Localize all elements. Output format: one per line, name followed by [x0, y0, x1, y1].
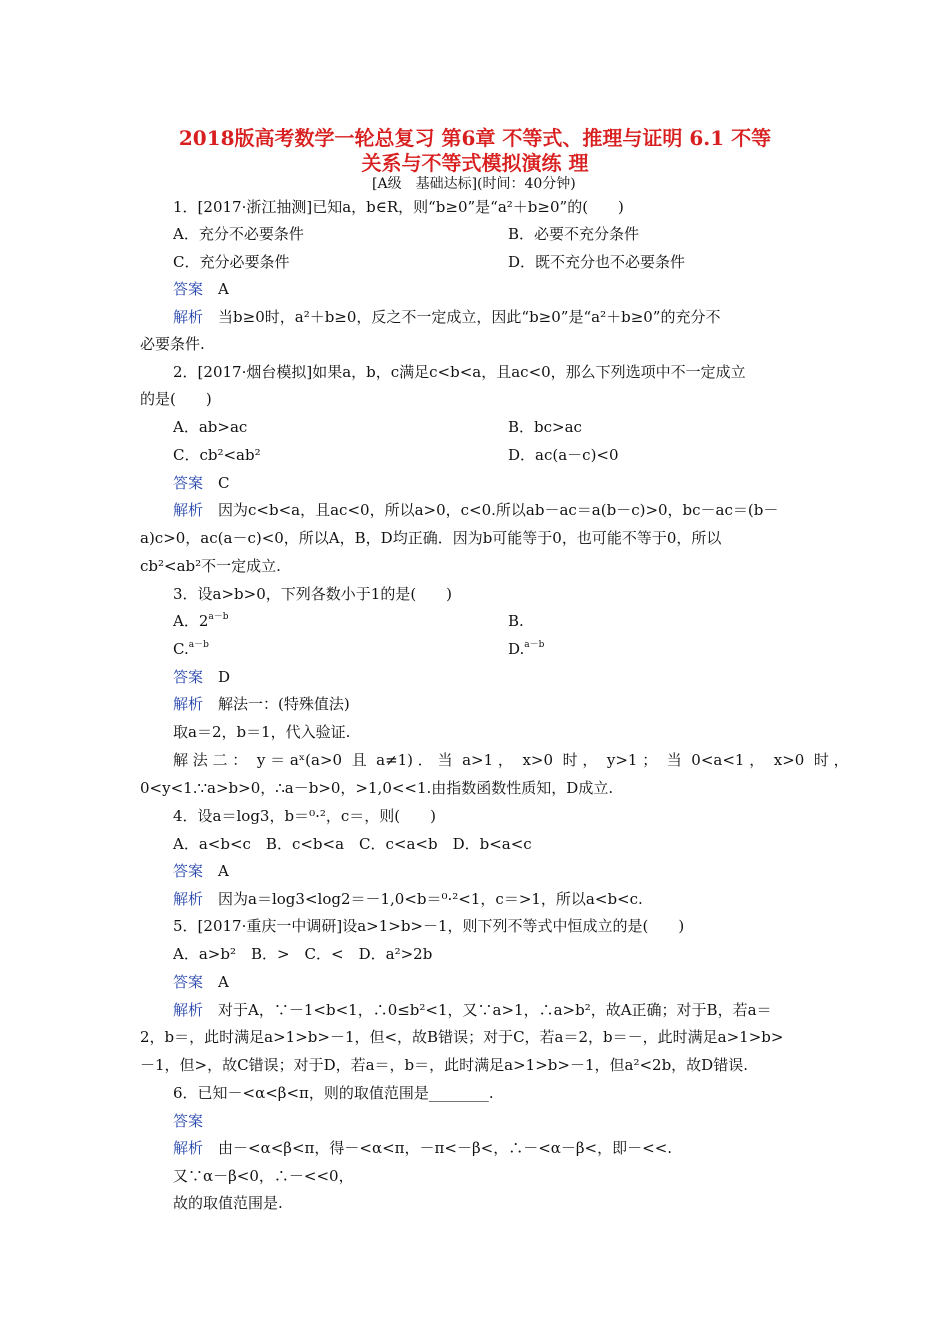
analysis-label: 解析: [173, 1139, 204, 1157]
q2-stem: 2．[2017·烟台模拟]如果a，b，c满足c<b<a，且ac<0，那么下列选项中不一定成立: [173, 363, 746, 381]
answer-label: 答案: [173, 668, 204, 686]
q1-option-a: A．充分不必要条件: [173, 225, 304, 243]
q3-option-a: [173, 611, 229, 634]
q5-analysis: [173, 1000, 772, 1020]
answer-label: 答案: [173, 973, 204, 991]
q4-options: A．a<b<c B．c<b<a C．c<a<b D．b<a<c: [173, 835, 532, 853]
q4-stem: 4．设a＝log3，b＝⁰·²，c＝，则( ): [173, 807, 436, 825]
q2-option-b: B．bc>ac: [508, 418, 582, 436]
q1-analysis: [173, 307, 720, 327]
q3-analysis-cont-3: 0<y<1.∵a>b>0，∴a－b>0，>1,0<<1.由指数函数性质知，D成立.: [140, 779, 614, 797]
q2-answer: [173, 473, 230, 493]
q2-analysis-cont-1: a)c>0，ac(a－c)<0，所以A，B，D均正确．因为b可能等于0，也可能不等于0，所以: [140, 529, 722, 547]
q6-stem: 6．已知－<α<β<π，则的取值范围是________.: [173, 1084, 494, 1102]
q3-analysis: [173, 694, 350, 714]
answer-label: 答案: [173, 474, 204, 492]
q3-option-c: [173, 639, 209, 662]
title-line-1: 2018版高考数学一轮总复习 第6章 不等式、推理与证明 6.1 不等: [178, 126, 772, 150]
q3-option-d-label: D.: [508, 640, 525, 658]
q3-option-c-exponent: a－b: [188, 640, 209, 650]
q5-answer-value: A: [218, 973, 229, 991]
q2-analysis: [173, 500, 778, 520]
q2-option-a: A．ab>ac: [173, 418, 248, 436]
q5-stem: 5．[2017·重庆一中调研]设a>1>b>－1，则下列不等式中恒成立的是( ): [173, 917, 685, 935]
q1-option-c: C．充分必要条件: [173, 253, 290, 271]
q2-answer-value: C: [218, 474, 230, 492]
analysis-label: 解析: [173, 695, 204, 713]
q4-answer-value: A: [218, 862, 229, 880]
q1-answer: [173, 279, 229, 299]
q5-answer: [173, 972, 229, 992]
q2-option-c: C．cb²<ab²: [173, 446, 261, 464]
q3-analysis-cont-1: 取a＝2，b＝1，代入验证.: [173, 723, 351, 741]
q5-analysis-text: 对于A，∵－1<b<1，∴0≤b²<1，又∵a>1，∴a>b²，故A正确；对于B，若a＝: [218, 1001, 772, 1019]
q1-option-d: D．既不充分也不必要条件: [508, 253, 686, 271]
q6-answer: [173, 1111, 203, 1131]
q3-option-a-exponent: a－b: [208, 612, 229, 622]
answer-label: 答案: [173, 280, 204, 298]
q3-option-b: B.: [508, 612, 524, 630]
analysis-label: 解析: [173, 501, 204, 519]
q1-answer-value: A: [218, 280, 229, 298]
q5-analysis-cont-1: 2，b＝，此时满足a>1>b>－1，但<，故B错误；对于C，若a＝2，b＝－，此时满足a>1>b>: [140, 1028, 784, 1046]
q5-analysis-cont-2: －1，但>，故C错误；对于D，若a＝，b＝，此时满足a>1>b>－1，但a²<2b，故D错误.: [140, 1056, 748, 1074]
q4-analysis: [173, 889, 643, 909]
analysis-label: 解析: [173, 890, 204, 908]
q3-option-a-base: A．2: [173, 612, 209, 630]
section-header: [A级 基础达标](时间：40分钟): [372, 176, 576, 192]
analysis-label: 解析: [173, 1001, 204, 1019]
q6-analysis-text: 由－<α<β<π，得－<α<π，－π<－β<，∴－<α－β<，即－<<.: [218, 1139, 673, 1157]
q4-analysis-text: 因为a＝log3<log2＝－1,0<b＝⁰·²<1，c＝>1，所以a<b<c.: [218, 890, 643, 908]
q5-options: A．a>b² B．> C．< D．a²>2b: [173, 945, 433, 963]
q3-analysis-cont-2: 解 法 二 ： y ＝ aˣ(a>0 且 a≠1) ． 当 a>1 ， x>0 时 ， y>1 ； 当 0<a<1 ， x>0 时 ，: [173, 751, 849, 769]
answer-label: 答案: [173, 862, 204, 880]
q1-analysis-text: 当b≥0时，a²＋b≥0，反之不一定成立，因此“b≥0”是“a²＋b≥0”的充分不: [218, 308, 721, 326]
q2-option-d: D．ac(a－c)<0: [508, 446, 619, 464]
title-line-2: 关系与不等式模拟演练 理: [361, 151, 589, 175]
q1-option-b: B．必要不充分条件: [508, 225, 640, 243]
q3-answer-value: D: [218, 668, 231, 686]
q2-stem-cont: 的是( ): [140, 390, 212, 408]
q6-analysis-cont-2: 故的取值范围是.: [173, 1194, 283, 1212]
q3-option-d: [508, 639, 544, 662]
q6-analysis: [173, 1138, 672, 1158]
answer-label: 答案: [173, 1112, 204, 1130]
q3-stem: 3．设a>b>0，下列各数小于1的是( ): [173, 585, 453, 603]
q1-stem: 1．[2017·浙江抽测]已知a，b∈R，则“b≥0”是“a²＋b≥0”的( ): [173, 198, 624, 216]
q3-answer: [173, 667, 230, 687]
q2-analysis-text: 因为c<b<a，且ac<0，所以a>0，c<0.所以ab－ac＝a(b－c)>0，bc－ac＝(b－: [218, 501, 779, 519]
analysis-label: 解析: [173, 308, 204, 326]
q2-analysis-cont-2: cb²<ab²不一定成立.: [140, 557, 281, 575]
q1-analysis-cont: 必要条件.: [140, 335, 205, 353]
q6-analysis-cont-1: 又∵α－β<0，∴－<<0，: [173, 1167, 354, 1185]
q3-option-d-exponent: a－b: [524, 640, 545, 650]
q3-option-c-label: C.: [173, 640, 189, 658]
q3-analysis-text: 解法一：(特殊值法): [218, 695, 350, 713]
q4-answer: [173, 861, 229, 881]
